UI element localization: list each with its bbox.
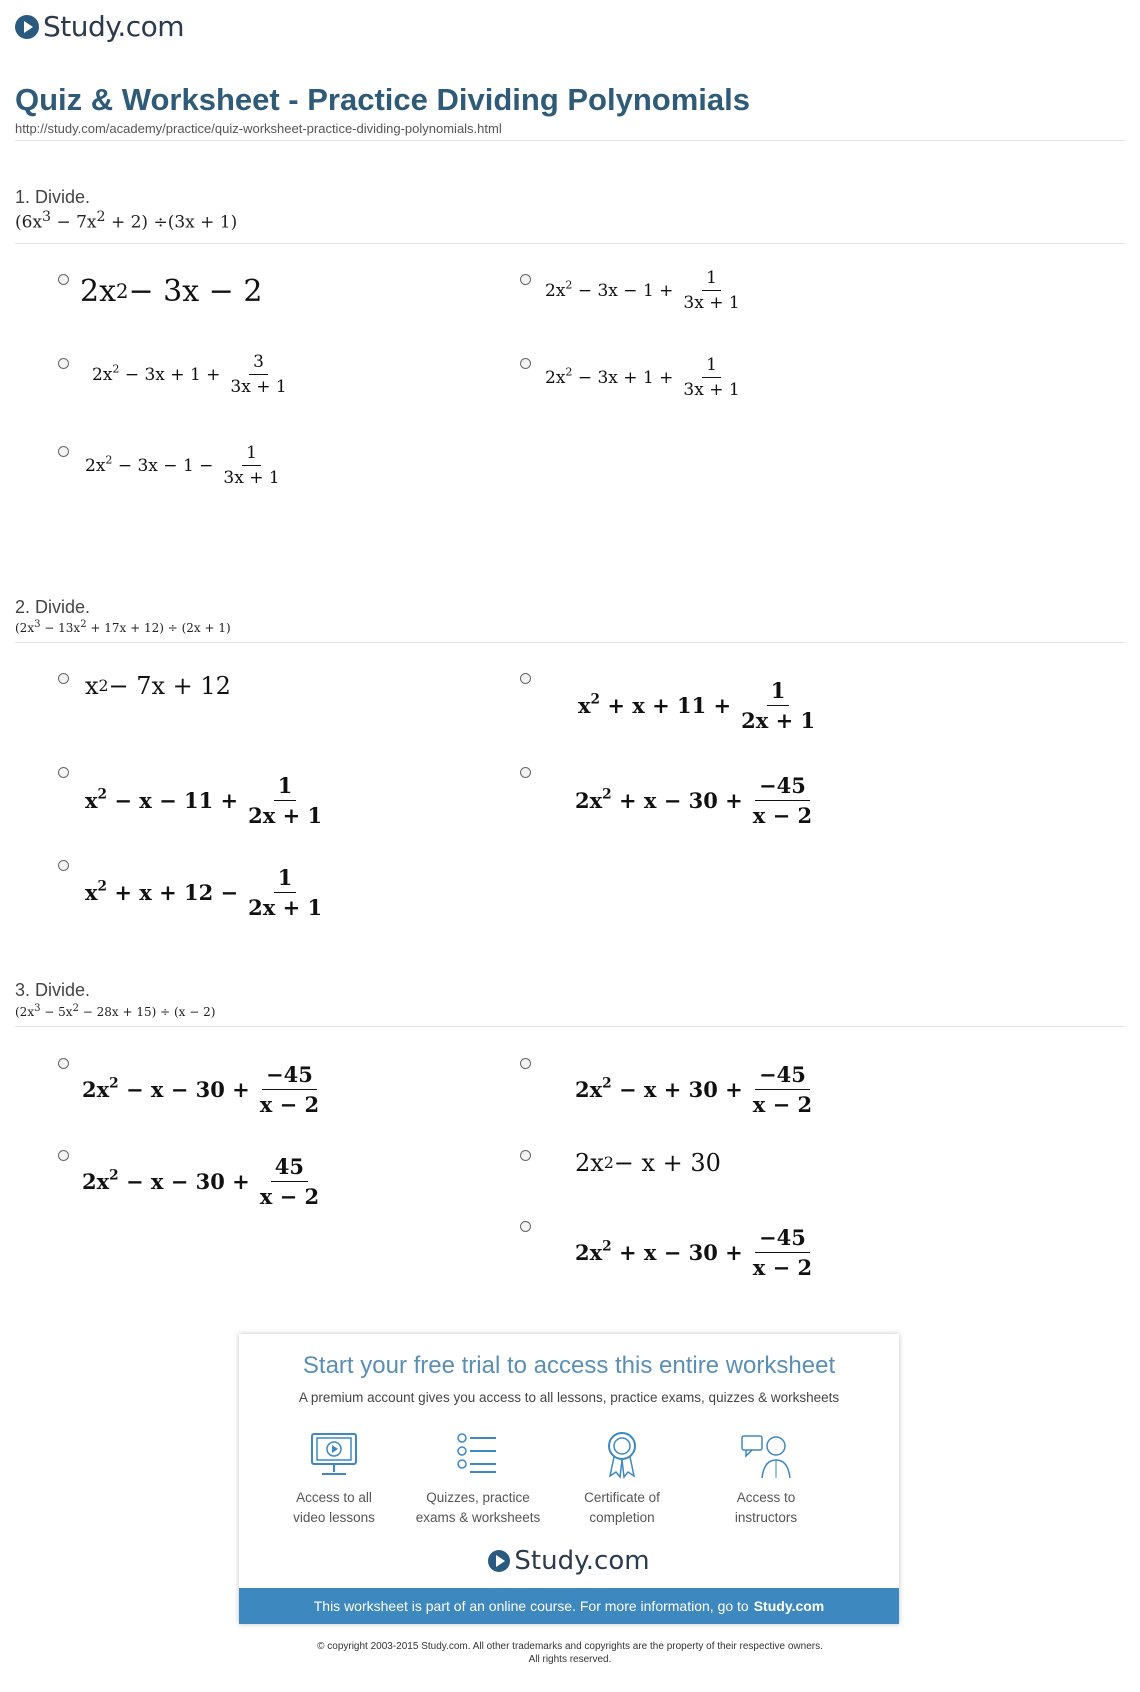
radio-button[interactable] [58, 673, 69, 684]
divider [15, 642, 1125, 643]
radio-button[interactable] [58, 358, 69, 369]
play-logo-icon [488, 1550, 510, 1572]
option-text: $2x^2 - 3x + 1$ + $\frac{1}{3x + 1}$ [545, 355, 740, 400]
question-2-expression: $(2x^3 - 13x^2 + 17x + 12) \div (2x + 1)$ [15, 619, 231, 635]
question-3-label: 3. Divide. [15, 980, 91, 1000]
feature-line: Access to all [296, 1490, 372, 1505]
radio-button[interactable] [58, 446, 69, 457]
radio-button[interactable] [58, 1150, 69, 1161]
option-text: $x^2 - x - 11$ + $\frac{1}{2x + 1}$ [85, 773, 323, 828]
question-1-expression: $(6x^3 - 7x^2 + 2) \div(3x + 1)$ [15, 209, 238, 233]
copyright [0, 1640, 1140, 1666]
certificate-icon [594, 1430, 650, 1480]
promo-info-bar [239, 1588, 899, 1624]
option-text: $2x^2 - 3x + 1$ + $\frac{3}{3x + 1}$ [92, 352, 287, 397]
option-text: $2x^2 - x - 30$ + $\frac{45}{x - 2}$ [82, 1154, 320, 1209]
option-text: x 2 − 7x + 12 [85, 672, 231, 700]
quiz-list-icon [450, 1430, 506, 1480]
logo-text: Study.com [43, 10, 185, 43]
radio-button[interactable] [520, 274, 531, 285]
option-text: 2x 2 − x + 30 [575, 1149, 721, 1177]
option-text: 2x 2 − 3x − 2 [80, 274, 263, 309]
divider [15, 243, 1125, 244]
option-text: $2x^2 - 3x - 1$ + $\frac{1}{3x + 1}$ [545, 268, 740, 313]
radio-button[interactable] [520, 767, 531, 778]
study-logo[interactable] [15, 10, 184, 43]
instructor-chat-icon [738, 1430, 794, 1480]
page-url: http://study.com/academy/practice/quiz-worksheet-practice-dividing-polynomials.html [15, 121, 502, 136]
promo-subtitle: A premium account gives you access to all lessons, practice exams, quizzes & worksheets [298, 1390, 840, 1405]
feature-line: Access to [736, 1490, 796, 1505]
question-1-label: 1. Divide. [15, 187, 91, 207]
divider [15, 1026, 1125, 1027]
radio-button[interactable] [520, 1221, 531, 1232]
promo-study-logo[interactable] [239, 1546, 899, 1576]
promo-logo-text: Study.com [514, 1546, 650, 1576]
divider [15, 140, 1125, 141]
option-text: $2x^2 - x - 30$ + $\frac{-45}{x - 2}$ [82, 1062, 320, 1117]
feature-video-lessons [259, 1430, 409, 1528]
feature-certificate [547, 1430, 697, 1528]
video-lesson-icon [306, 1430, 362, 1480]
radio-button[interactable] [58, 767, 69, 778]
feature-line: instructors [734, 1510, 798, 1525]
option-text: $2x^2 + x - 30$ + $\frac{-45}{x - 2}$ [575, 1225, 813, 1280]
rights-text: All rights reserved. [528, 1654, 612, 1665]
radio-button[interactable] [520, 358, 531, 369]
question-3-expression: $(2x^3 - 5x^2 - 28x + 15) \div (x - 2)$ [15, 1003, 216, 1019]
option-text: $2x^2 - 3x - 1$ − $\frac{1}{3x + 1}$ [85, 443, 280, 488]
radio-button[interactable] [520, 673, 531, 684]
option-text: $x^2 + x + 11$ + $\frac{1}{2x + 1}$ [578, 678, 816, 733]
radio-button[interactable] [58, 860, 69, 871]
feature-line: Quizzes, practice [426, 1490, 530, 1505]
play-logo-icon [15, 15, 39, 39]
feature-line: completion [589, 1510, 655, 1525]
radio-button[interactable] [58, 274, 69, 285]
radio-button[interactable] [520, 1150, 531, 1161]
option-text: $x^2 + x + 12$ − $\frac{1}{2x + 1}$ [85, 865, 323, 920]
option-text: $2x^2 + x - 30$ + $\frac{-45}{x - 2}$ [575, 773, 813, 828]
radio-button[interactable] [58, 1058, 69, 1069]
feature-line: exams & worksheets [415, 1510, 541, 1525]
page-title: Quiz & Worksheet - Practice Dividing Polynomials [15, 82, 750, 117]
feature-line: Certificate of [584, 1490, 660, 1505]
copyright-text: © copyright 2003-2015 Study.com. All other trademarks and copyrights are the property of their respective owners. [317, 1641, 823, 1652]
promo-title[interactable]: Start your free trial to access this entire worksheet [302, 1352, 836, 1379]
feature-instructors [691, 1430, 841, 1528]
option-text: $2x^2 - x + 30$ + $\frac{-45}{x - 2}$ [575, 1062, 813, 1117]
study-link[interactable]: Study.com [753, 1598, 825, 1614]
radio-button[interactable] [520, 1058, 531, 1069]
question-2-label: 2. Divide. [15, 597, 91, 617]
feature-quizzes [403, 1430, 553, 1528]
free-trial-promo[interactable] [239, 1334, 899, 1624]
feature-line: video lessons [293, 1510, 375, 1525]
promo-bar-text: This worksheet is part of an online course. For more information, go to [313, 1598, 749, 1614]
